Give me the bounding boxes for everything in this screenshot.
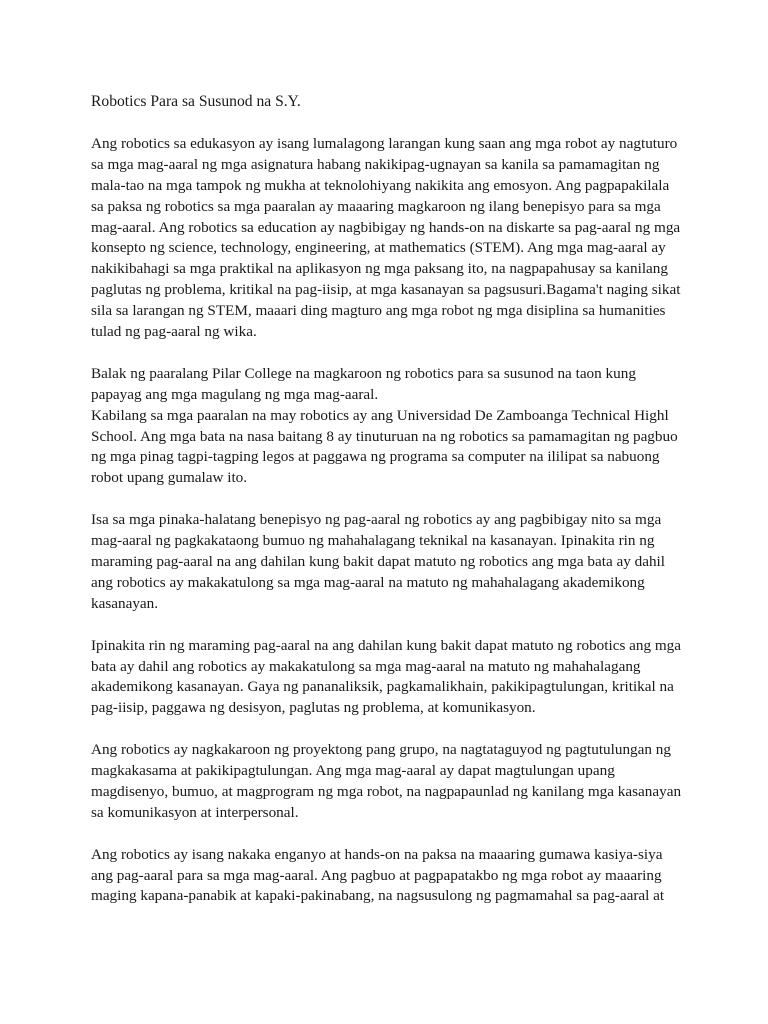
paragraph-2	[91, 364, 708, 489]
text-line: School. Ang mga bata na nasa baitang 8 ay tinuturuan na ng robotics sa pamamagitan ng pagbuo	[91, 427, 678, 445]
paragraph-4	[91, 636, 708, 720]
text-line: nakikibahagi sa mga praktikal na aplikasyon ng mga paksang ito, na nagpapahusay sa kanilang	[91, 260, 668, 278]
text-line: Isa sa mga pinaka-halatang benepisyo ng pag-aaral ng robotics ay ang pagbibigay nito sa mga	[91, 511, 662, 529]
paragraph-6	[91, 845, 708, 908]
text-line: mag-aaral. Ang robotics sa education ay nagbibigay ng hands-on na diskarte sa pag-aaral ng mga	[91, 218, 681, 236]
text-line: kasanayan.	[91, 594, 159, 612]
text-line: mag-aaral ng pagkakataong bumuo ng mahahalagang teknikal na kasanayan. Ipinakita rin ng	[91, 532, 655, 550]
text-line: ang robotics ay makakatulong sa mga mag-aaral na matuto ng mahahalagang akademikong	[91, 573, 645, 591]
text-line: ang pag-aaral para sa mga mag-aaral. Ang pagbuo at pagpapatakbo ng mga robot ay maaaring	[91, 866, 662, 884]
text-line: Kabilang sa mga paaralan na may robotics ay ang Universidad De Zamboanga Technical Highl	[91, 406, 669, 424]
text-line: magkakasama at pakikipagtulungan. Ang mga mag-aaral ay dapat magtulungan upang	[91, 762, 615, 780]
text-line: konsepto ng science, technology, engineering, at mathematics (STEM). Ang mga mag-aaral ay	[91, 239, 666, 257]
paragraph-1	[91, 134, 708, 343]
text-line: akademikong kasanayan. Gaya ng pananaliksik, pagkamalikhain, pakikipagtulungan, kritikal na	[91, 678, 674, 696]
text-line: pag-iisip, paggawa ng desisyon, paglutas ng problema, at komunikasyon.	[91, 699, 536, 717]
text-line: tulad ng pag-aaral ng wika.	[91, 323, 257, 341]
text-line: robot upang gumalaw ito.	[91, 469, 248, 487]
text-line: Ang robotics sa edukasyon ay isang lumalagong larangan kung saan ang mga robot ay nagtuturo	[91, 134, 678, 152]
text-line: mala-tao na mga tampok ng mukha at teknolohiyang nakikita ang emosyon. Ang pagpapakilala	[91, 176, 670, 194]
document-title: Robotics Para sa Susunod na S.Y.	[91, 93, 301, 110]
text-line: maging kapana-panabik at kapaki-pakinabang, na nagsusulong ng pagmamahal sa pag-aaral at	[91, 887, 665, 905]
paragraph-5	[91, 740, 708, 824]
text-line: sila sa larangan ng STEM, maaari ding magturo ang mga robot ng mga disiplina sa humanities	[91, 302, 666, 320]
text-line: maraming pag-aaral na ang dahilan kung bakit dapat matuto ng robotics ang mga bata ay dahil	[91, 553, 665, 570]
text-line: Balak ng paaralang Pilar College na magkaroon ng robotics para sa susunod na taon kung	[91, 364, 636, 382]
text-line: ng mga pinag tagpi-tagping legos at paggawa ng programa sa computer na ililipat sa nabuong	[91, 448, 660, 466]
text-line: bata ay dahil ang robotics ay makakatulong sa mga mag-aaral na matuto ng mahahalagang	[91, 657, 641, 675]
text-line: sa komunikasyon at interpersonal.	[91, 803, 299, 821]
text-line: Ang robotics ay nagkakaroon ng proyektong pang grupo, na nagtataguyod ng pagtutulungan ng	[91, 741, 671, 759]
paragraph-3	[91, 510, 708, 615]
text-line: paglutas ng problema, kritikal na pag-iisip, at mga kasanayan sa pagsusuri.Bagama't naging sikat	[91, 281, 681, 299]
text-line: sa paksa ng robotics sa mga paaralan ay maaaring magkaroon ng ilang benepisyo para sa mga	[91, 197, 661, 215]
text-line: sa mga mag-aaral ng mga asignatura habang nakikipag-ugnayan sa kanila sa pamamagitan ng	[91, 155, 660, 173]
text-line: Ipinakita rin ng maraming pag-aaral na ang dahilan kung bakit dapat matuto ng robotics ang mga	[91, 636, 682, 654]
text-line: papayag ang mga magulang ng mga mag-aaral.	[91, 385, 379, 403]
text-line: Ang robotics ay isang nakaka enganyo at hands-on na paksa na maaaring gumawa kasiya-siya	[91, 845, 663, 863]
text-line: magdisenyo, bumuo, at magprogram ng mga robot, na nagpapaunlad ng kanilang mga kasanayan	[91, 782, 682, 800]
